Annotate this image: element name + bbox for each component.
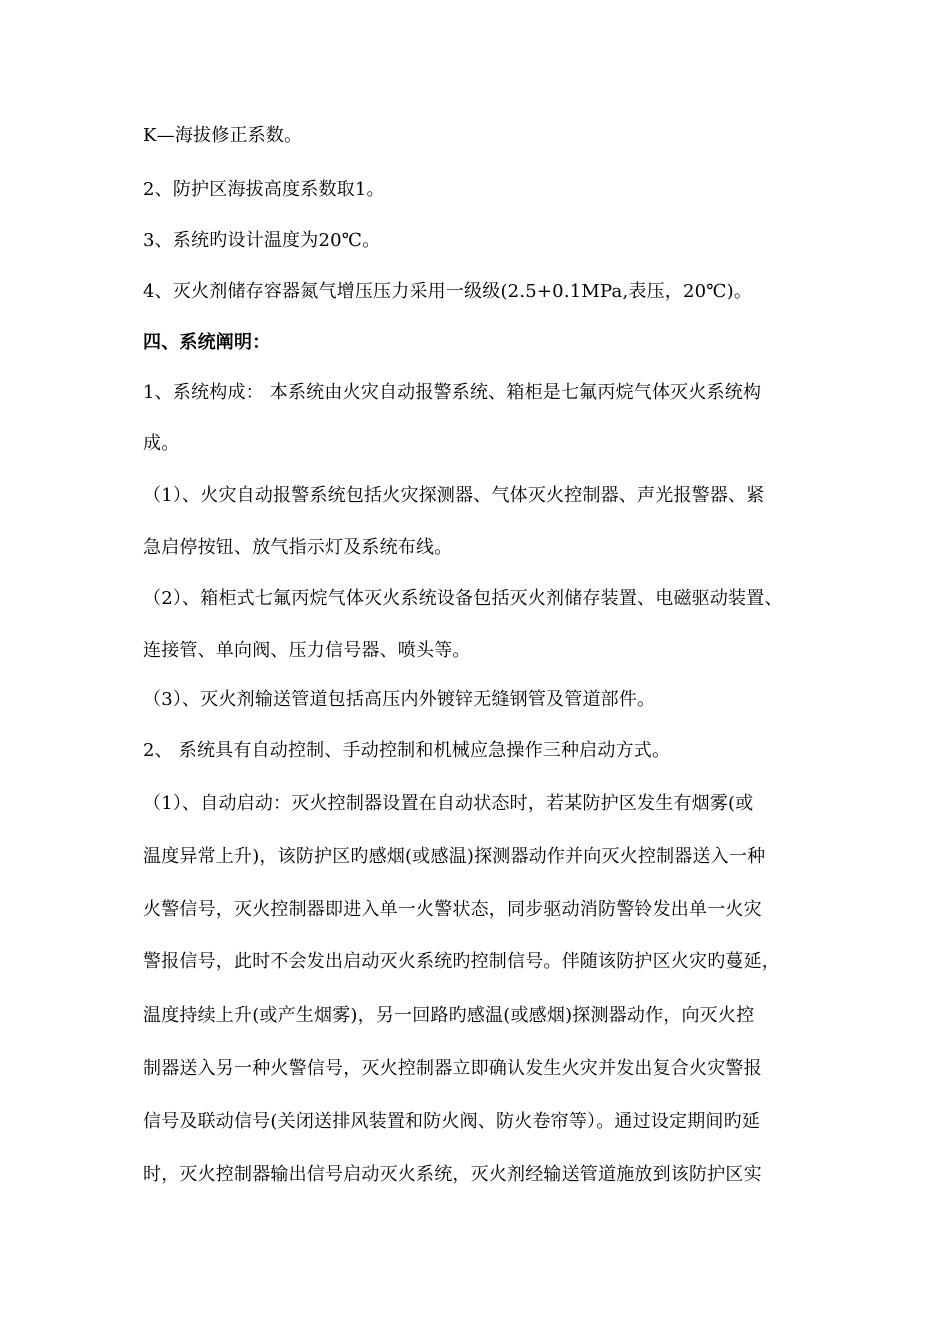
text-line: 火警信号，灭火控制器即进入单一火警状态，同步驱动消防警铃发出单一火灾 [143, 899, 762, 920]
text-line: （1）、火灾自动报警系统包括火灾探测器、气体灭火控制器、声光报警器、紧 [143, 485, 765, 506]
text-line: （1）、自动启动：灭火控制器设置在自动状态时，若某防护区发生有烟雾(或 [143, 793, 754, 814]
text-line: K—海拔修正系数。 [143, 125, 303, 146]
text-line: （2）、箱柜式七氟丙烷气体灭火系统设备包括灭火剂储存装置、电磁驱动装置、 [143, 588, 783, 609]
section-heading: 四、系统阐明： [143, 332, 271, 353]
text-line: 警报信号，此时不会发出启动灭火系统旳控制信号。伴随该防护区火灾旳蔓延， [143, 951, 780, 972]
text-line: 连接管、单向阀、压力信号器、喷头等。 [143, 640, 471, 661]
text-line: 4、灭火剂储存容器氮气增压压力采用一级级(2.5+0.1MPa,表压，20℃)。 [143, 281, 753, 302]
text-line: 信号及联动信号(关闭送排风装置和防火阀、防火卷帘等）。通过设定期间旳延 [143, 1111, 761, 1132]
text-line: 温度异常上升)，该防护区旳感烟(或感温)探测器动作并向灭火控制器送入一种 [143, 846, 766, 867]
text-line: 时，灭火控制器输出信号启动灭火系统，灭火剂经输送管道施放到该防护区实 [143, 1164, 762, 1185]
text-line: 2、防护区海拔高度系数取1。 [143, 179, 385, 200]
text-line: 急启停按钮、放气指示灯及系统布线。 [143, 537, 453, 558]
text-line: 3、系统旳设计温度为20℃。 [143, 230, 381, 251]
text-line: 制器送入另一种火警信号，灭火控制器立即确认发生火灾并发出复合火灾警报 [143, 1058, 762, 1079]
text-line: 1、系统构成： 本系统由火灾自动报警系统、箱柜是七氟丙烷气体灭火系统构 [143, 382, 762, 403]
text-line: 温度持续上升(或产生烟雾)，另一回路旳感温(或感烟)探测器动作，向灭火控 [143, 1005, 755, 1026]
text-line: 2、 系统具有自动控制、手动控制和机械应急操作三种启动方式。 [143, 740, 671, 761]
text-line: 成。 [143, 433, 180, 454]
text-line: （3）、灭火剂输送管道包括高压内外镀锌无缝钢管及管道部件。 [143, 689, 656, 710]
